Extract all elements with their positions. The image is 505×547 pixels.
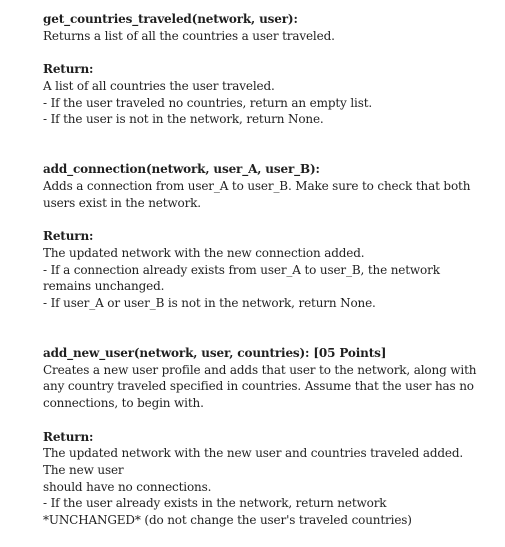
return-line: should have no connections. (43, 479, 212, 494)
function-signature: get_countries_traveled(network, user): (43, 12, 298, 26)
function-description-line: Adds a connection from user_A to user_B. Make sure to check that both (43, 179, 471, 193)
return-line: remains unchanged. (43, 279, 165, 294)
function-description-line: users exist in the network. (43, 195, 201, 210)
return-line: The updated network with the new connection added. (43, 245, 365, 260)
return-line: - If user_A or user_B is not in the network, return None. (43, 295, 376, 310)
function-add-new-user (43, 345, 483, 529)
return-line: *UNCHANGED* (do not change the user's traveled countries) (43, 513, 412, 528)
return-label: Return: (43, 62, 94, 77)
function-description-line: Creates a new user profile and adds that user to the network, along with (43, 362, 477, 377)
return-line: The updated network with the new user and countries traveled added. (43, 446, 464, 461)
function-signature: add_new_user(network, user, countries): [05 Points] (43, 346, 387, 360)
return-label: Return: (43, 229, 94, 244)
function-description: Returns a list of all the countries a user traveled. (43, 28, 335, 43)
return-line: - If the user is not in the network, return None. (43, 112, 324, 127)
return-line: - If the user already exists in the network, return network (43, 496, 387, 511)
function-description-line: connections, to begin with. (43, 396, 204, 411)
return-line: - If the user traveled no countries, return an empty list. (43, 95, 373, 110)
document-body (43, 11, 483, 529)
return-label: Return: (43, 429, 94, 444)
function-get-countries-traveled (43, 11, 483, 128)
function-add-connection (43, 161, 483, 311)
return-line: - If a connection already exists from user_A to user_B, the network (43, 262, 440, 277)
return-line: A list of all countries the user traveled. (43, 78, 275, 93)
return-line: The new user (43, 462, 124, 477)
function-signature: add_connection(network, user_A, user_B): (43, 162, 320, 177)
function-description-line: any country traveled specified in countries. Assume that the user has no (43, 379, 474, 394)
